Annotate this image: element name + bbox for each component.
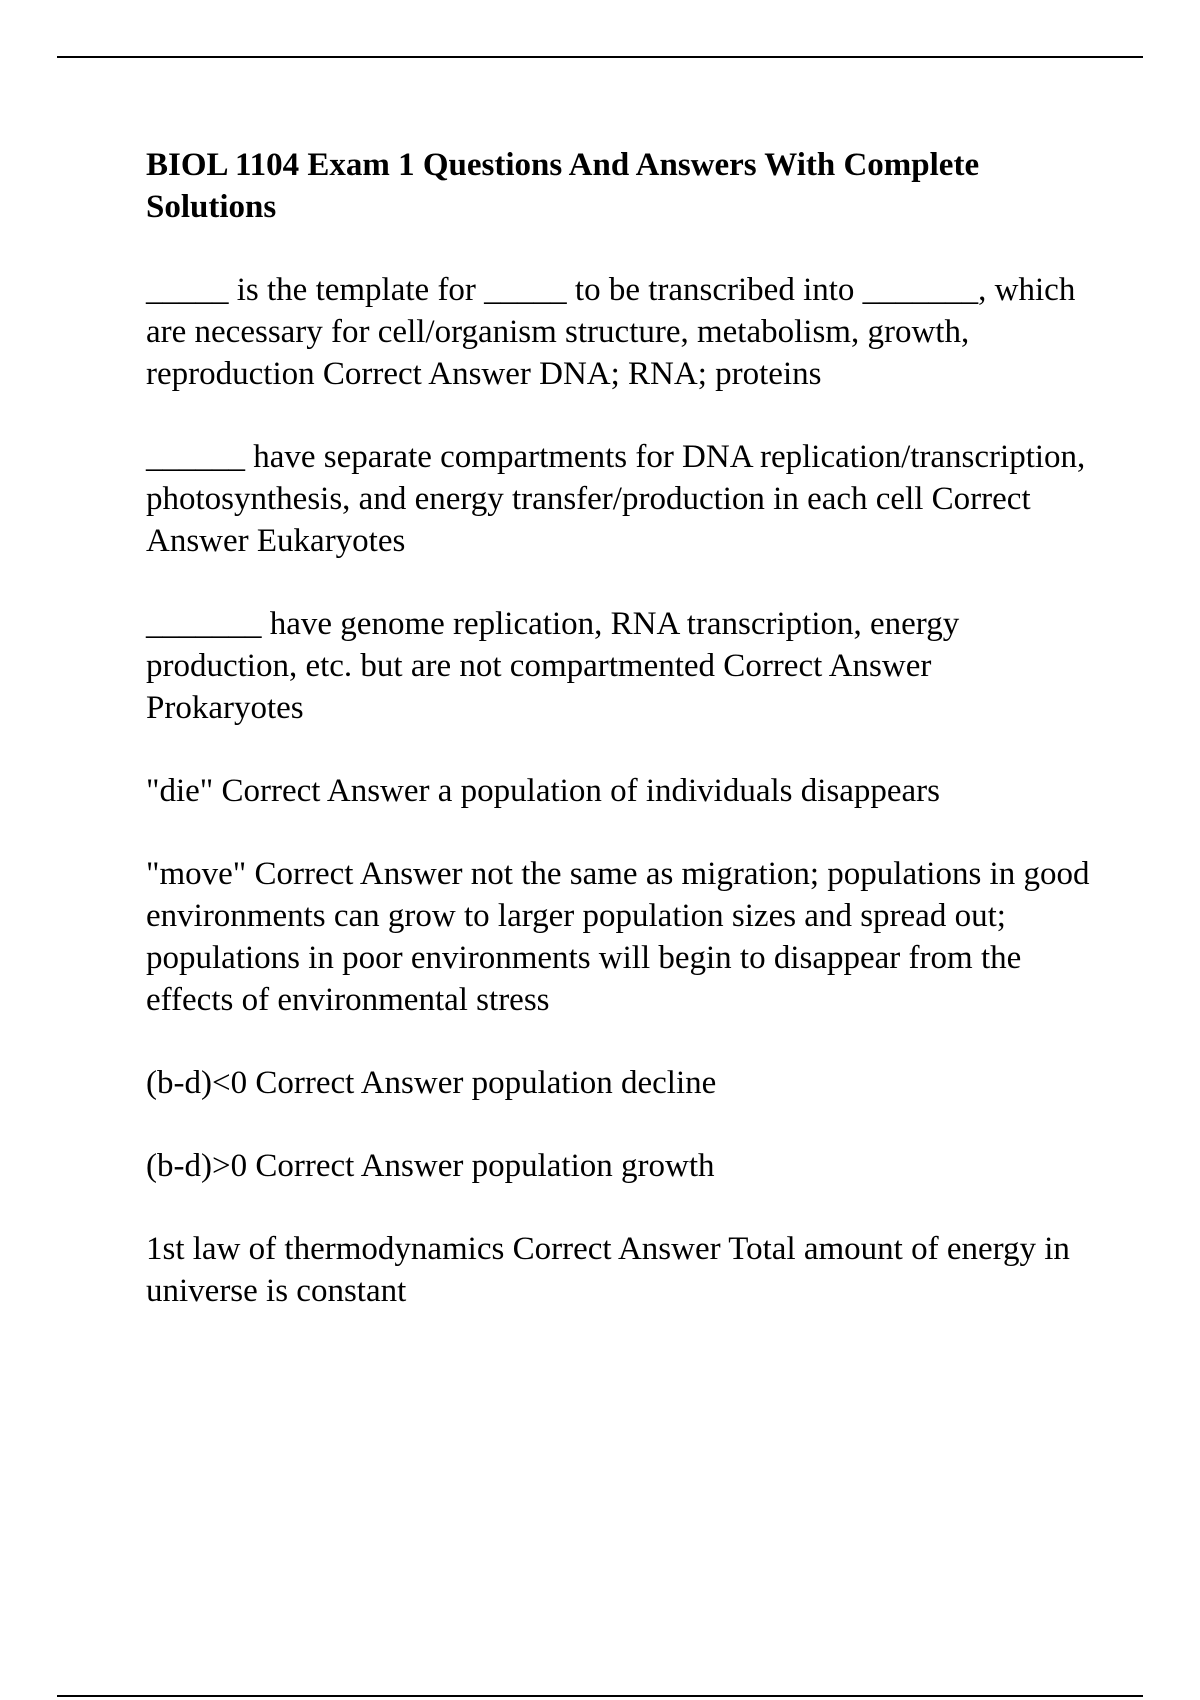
- qa-entry-6: (b-d)<0 Correct Answer population decline: [146, 1065, 717, 1101]
- qa-entry-5: "move" Correct Answer not the same as migration; populations in good environments can grow to larger population sizes and spread out; populations in poor environments will begin to disappear from the effects of environmental stress: [146, 856, 1090, 1018]
- qa-entry-8: 1st law of thermodynamics Correct Answer Total amount of energy in universe is constant: [146, 1231, 1070, 1309]
- bottom-divider: [57, 1695, 1143, 1697]
- document-body: [146, 144, 1096, 1353]
- qa-entry-7: (b-d)>0 Correct Answer population growth: [146, 1148, 715, 1184]
- qa-entry-1: _____ is the template for _____ to be transcribed into _______, which are necessary for cell/organism structure, metabolism, growth, reproduction Correct Answer DNA; RNA; proteins: [146, 272, 1076, 392]
- qa-entry-4: "die" Correct Answer a population of individuals disappears: [146, 773, 941, 809]
- qa-entry-3: _______ have genome replication, RNA transcription, energy production, etc. but are not compartmented Correct Answer Prokaryotes: [146, 606, 960, 726]
- top-divider: [57, 56, 1143, 58]
- qa-entry-2: ______ have separate compartments for DNA replication/transcription, photosynthesis, and energy transfer/production in each cell Correct Answer Eukaryotes: [146, 439, 1086, 559]
- document-title: BIOL 1104 Exam 1 Questions And Answers With Complete Solutions: [146, 147, 980, 225]
